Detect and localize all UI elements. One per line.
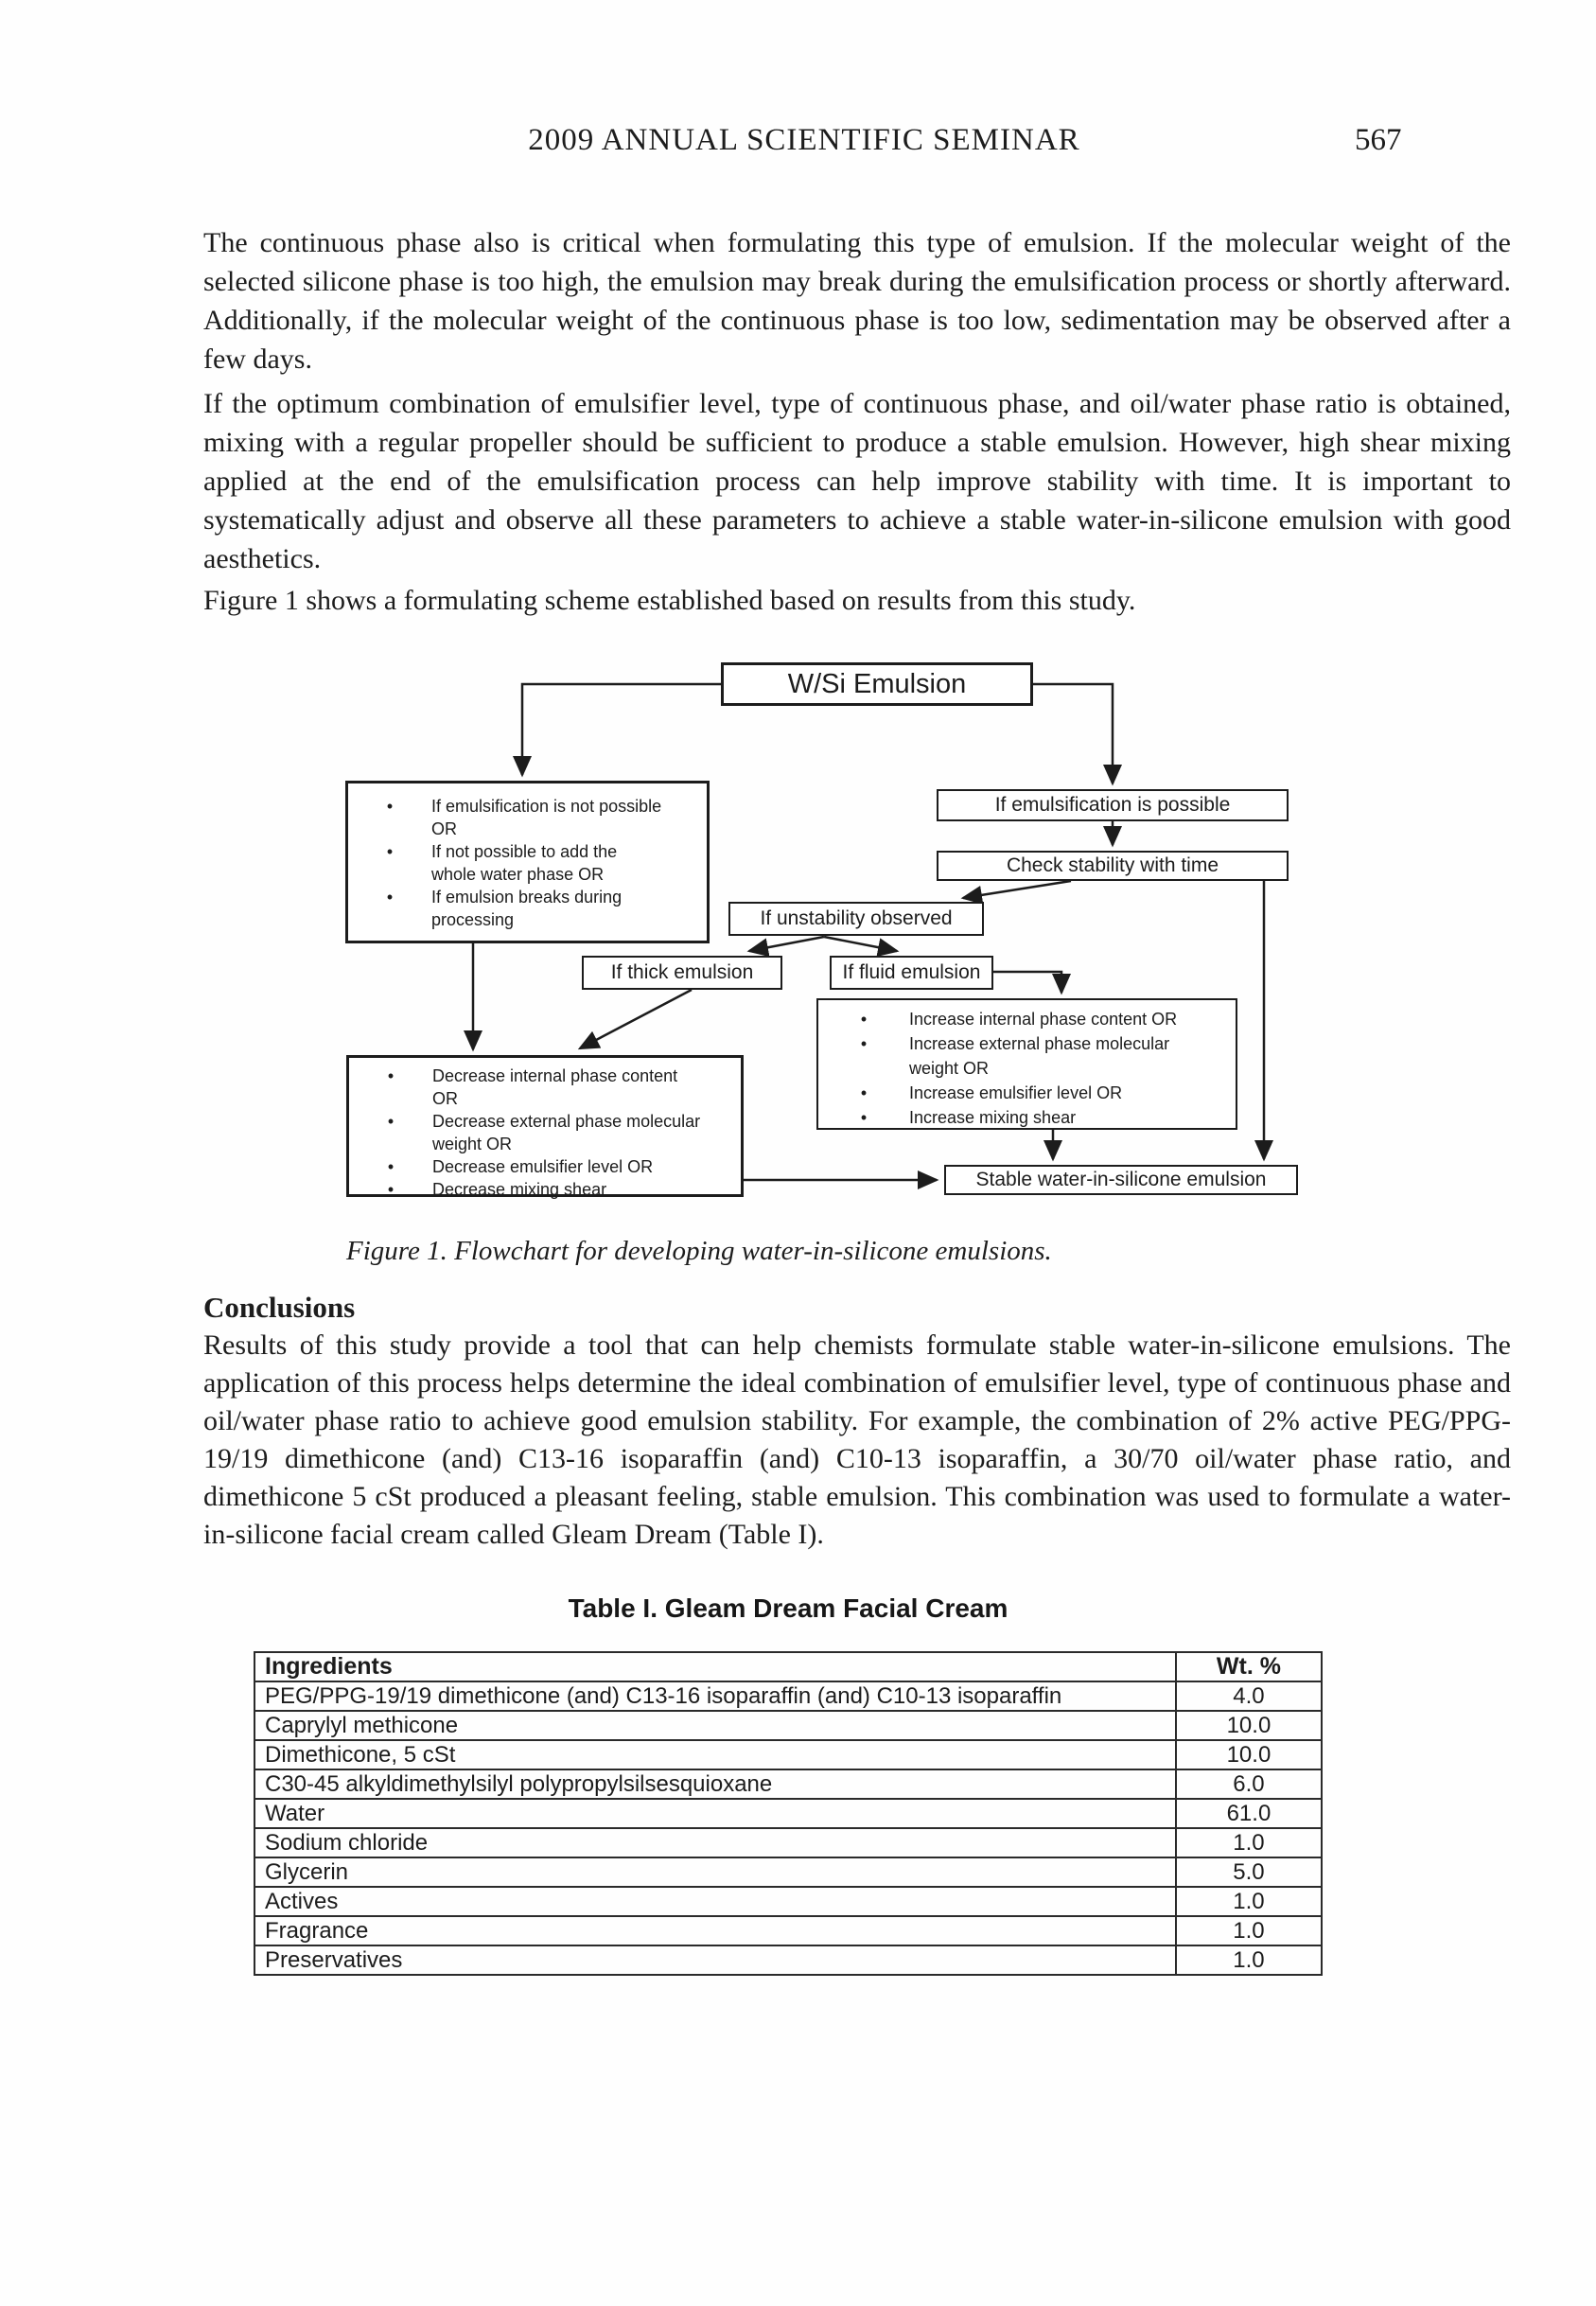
condition-text: Decrease emulsifier level OR <box>432 1157 654 1176</box>
condition-list <box>349 1065 741 1201</box>
table-row <box>254 1681 1322 1711</box>
ingredient-cell: C30-45 alkyldimethylsilyl polypropylsilsesquioxane <box>254 1769 1176 1799</box>
bullet-icon: • <box>387 1180 395 1199</box>
list-item <box>818 1105 1236 1130</box>
wt-cell: 4.0 <box>1176 1681 1322 1711</box>
condition-text: If emulsification is not possible OR <box>431 797 662 838</box>
list-item <box>348 886 707 931</box>
wt-cell: 5.0 <box>1176 1857 1322 1887</box>
flowchart-node-thick-emulsion: If thick emulsion <box>582 956 782 990</box>
bullet-icon: • <box>386 888 394 907</box>
condition-text: If emulsion breaks during processing <box>431 888 623 929</box>
paragraph-figure-intro: Figure 1 shows a formulating scheme established based on results from this study. <box>203 585 1136 616</box>
wt-cell: 1.0 <box>1176 1916 1322 1945</box>
table-header-row <box>254 1652 1322 1681</box>
wt-cell: 10.0 <box>1176 1740 1322 1769</box>
bullet-icon: • <box>386 797 394 816</box>
condition-text: If not possible to add the whole water phase OR <box>431 842 618 884</box>
bullet-icon: • <box>387 1066 395 1085</box>
flowchart-node-fluid-emulsion: If fluid emulsion <box>830 956 993 990</box>
wt-cell: 61.0 <box>1176 1799 1322 1828</box>
ingredient-cell: Dimethicone, 5 cSt <box>254 1740 1176 1769</box>
list-item <box>818 1007 1236 1031</box>
bullet-icon: • <box>860 1083 868 1102</box>
table-row <box>254 1828 1322 1857</box>
wt-cell: 6.0 <box>1176 1769 1322 1799</box>
ingredient-cell: Preservatives <box>254 1945 1176 1975</box>
list-item <box>349 1110 741 1155</box>
list-item <box>349 1178 741 1201</box>
flowchart-node-unstability-observed: If unstability observed <box>728 902 984 936</box>
ingredients-table <box>254 1651 1323 1976</box>
list-item <box>349 1155 741 1178</box>
list-item <box>348 840 707 886</box>
bullet-icon: • <box>386 842 394 861</box>
bullet-icon: • <box>860 1010 868 1029</box>
list-item <box>818 1081 1236 1105</box>
table-row <box>254 1945 1322 1975</box>
wt-cell: 10.0 <box>1176 1711 1322 1740</box>
bullet-icon: • <box>860 1034 868 1053</box>
table-row <box>254 1711 1322 1740</box>
column-header-ingredients: Ingredients <box>254 1652 1176 1681</box>
flowchart-node-check-stability: Check stability with time <box>937 851 1289 881</box>
connector-check-to-unstable <box>963 881 1071 898</box>
condition-text: Decrease external phase molecular weight OR <box>432 1112 701 1153</box>
flowchart-node-wsi-emulsion: W/Si Emulsion <box>721 662 1033 706</box>
condition-text: Decrease mixing shear <box>432 1180 607 1199</box>
condition-text: Increase mixing shear <box>909 1108 1077 1127</box>
flowchart-node-not-possible-conditions <box>345 781 710 943</box>
table-row <box>254 1799 1322 1828</box>
condition-text: Increase external phase molecular weight OR <box>909 1034 1170 1078</box>
list-item <box>348 795 707 840</box>
page-header-title: 2009 ANNUAL SCIENTIFIC SEMINAR <box>528 123 1080 157</box>
connector-unstable-to-fluid <box>824 937 897 951</box>
ingredient-cell: Caprylyl methicone <box>254 1711 1176 1740</box>
condition-list <box>348 795 707 931</box>
ingredient-cell: Sodium chloride <box>254 1828 1176 1857</box>
list-item <box>818 1031 1236 1081</box>
table-row <box>254 1916 1322 1945</box>
bullet-icon: • <box>387 1112 395 1131</box>
bullet-icon: • <box>387 1157 395 1176</box>
wt-cell: 1.0 <box>1176 1828 1322 1857</box>
table-row <box>254 1857 1322 1887</box>
flowchart-node-decrease-actions <box>346 1055 744 1197</box>
ingredient-cell: Glycerin <box>254 1857 1176 1887</box>
figure-1-flowchart <box>341 653 1324 1221</box>
table-1-title: Table I. Gleam Dream Facial Cream <box>568 1593 1008 1623</box>
bullet-icon: • <box>860 1108 868 1127</box>
paragraph-optimum-combination: If the optimum combination of emulsifier level, type of continuous phase, and oil/water phase ratio is obtained, mixing with a regular propeller should be sufficient to produce a stable emulsion. However, high shear mixing applied at the end of the emulsification process can help improve stability with time. It is important to systematically adjust and observe all these parameters to achieve a stable water-in-silicone emulsion with good aesthetics. <box>203 388 1511 574</box>
ingredient-cell: PEG/PPG-19/19 dimethicone (and) C13-16 isoparaffin (and) C10-13 isoparaffin <box>254 1681 1176 1711</box>
list-item <box>349 1065 741 1110</box>
flowchart-node-stable-emulsion: Stable water-in-silicone emulsion <box>944 1165 1298 1195</box>
connector-root-to-possible <box>1033 684 1113 783</box>
connector-thick-to-decrease <box>580 990 692 1048</box>
table-row <box>254 1769 1322 1799</box>
ingredient-cell: Actives <box>254 1887 1176 1916</box>
table-row <box>254 1740 1322 1769</box>
column-header-wt-percent: Wt. % <box>1176 1652 1322 1681</box>
ingredient-cell: Fragrance <box>254 1916 1176 1945</box>
table-row <box>254 1887 1322 1916</box>
condition-text: Increase emulsifier level OR <box>909 1083 1123 1102</box>
conclusions-paragraph: Results of this study provide a tool that can help chemists formulate stable water-in-silicone emulsions. The application of this process helps determine the ideal combination of emulsifier level, type of continuous phase and oil/water phase ratio to achieve good emulsion stability. For example, the combination of 2% active PEG/PPG-19/19 dimethicone (and) C13-16 isoparaffin (and) C10-13 isoparaffin, a 30/70 oil/water phase ratio, and dimethicone 5 cSt produced a pleasant feeling, stable emulsion. This combination was used to formulate a water-in-silicone facial cream called Gleam Dream (Table I). <box>203 1329 1511 1550</box>
wt-cell: 1.0 <box>1176 1945 1322 1975</box>
condition-text: Decrease internal phase content OR <box>432 1066 678 1108</box>
wt-cell: 1.0 <box>1176 1887 1322 1916</box>
flowchart-node-increase-actions <box>816 998 1237 1130</box>
figure-1-caption: Figure 1. Flowchart for developing water-in-silicone emulsions. <box>346 1236 1052 1266</box>
conclusions-heading: Conclusions <box>203 1291 356 1324</box>
condition-list <box>818 1007 1236 1130</box>
flowchart-node-emulsification-possible: If emulsification is possible <box>937 789 1289 821</box>
connector-unstable-to-thick <box>749 937 824 951</box>
connector-fluid-to-increase <box>993 972 1061 993</box>
condition-text: Increase internal phase content OR <box>909 1010 1178 1029</box>
page-number: 567 <box>1355 123 1402 157</box>
ingredient-cell: Water <box>254 1799 1176 1828</box>
paragraph-continuous-phase: The continuous phase also is critical when formulating this type of emulsion. If the molecular weight of the selected silicone phase is too high, the emulsion may break during the emulsification process or shortly afterward. Additionally, if the molecular weight of the continuous phase is too low, sedimentation may be observed after a few days. <box>203 227 1511 375</box>
connector-root-to-notpossible <box>522 684 721 775</box>
